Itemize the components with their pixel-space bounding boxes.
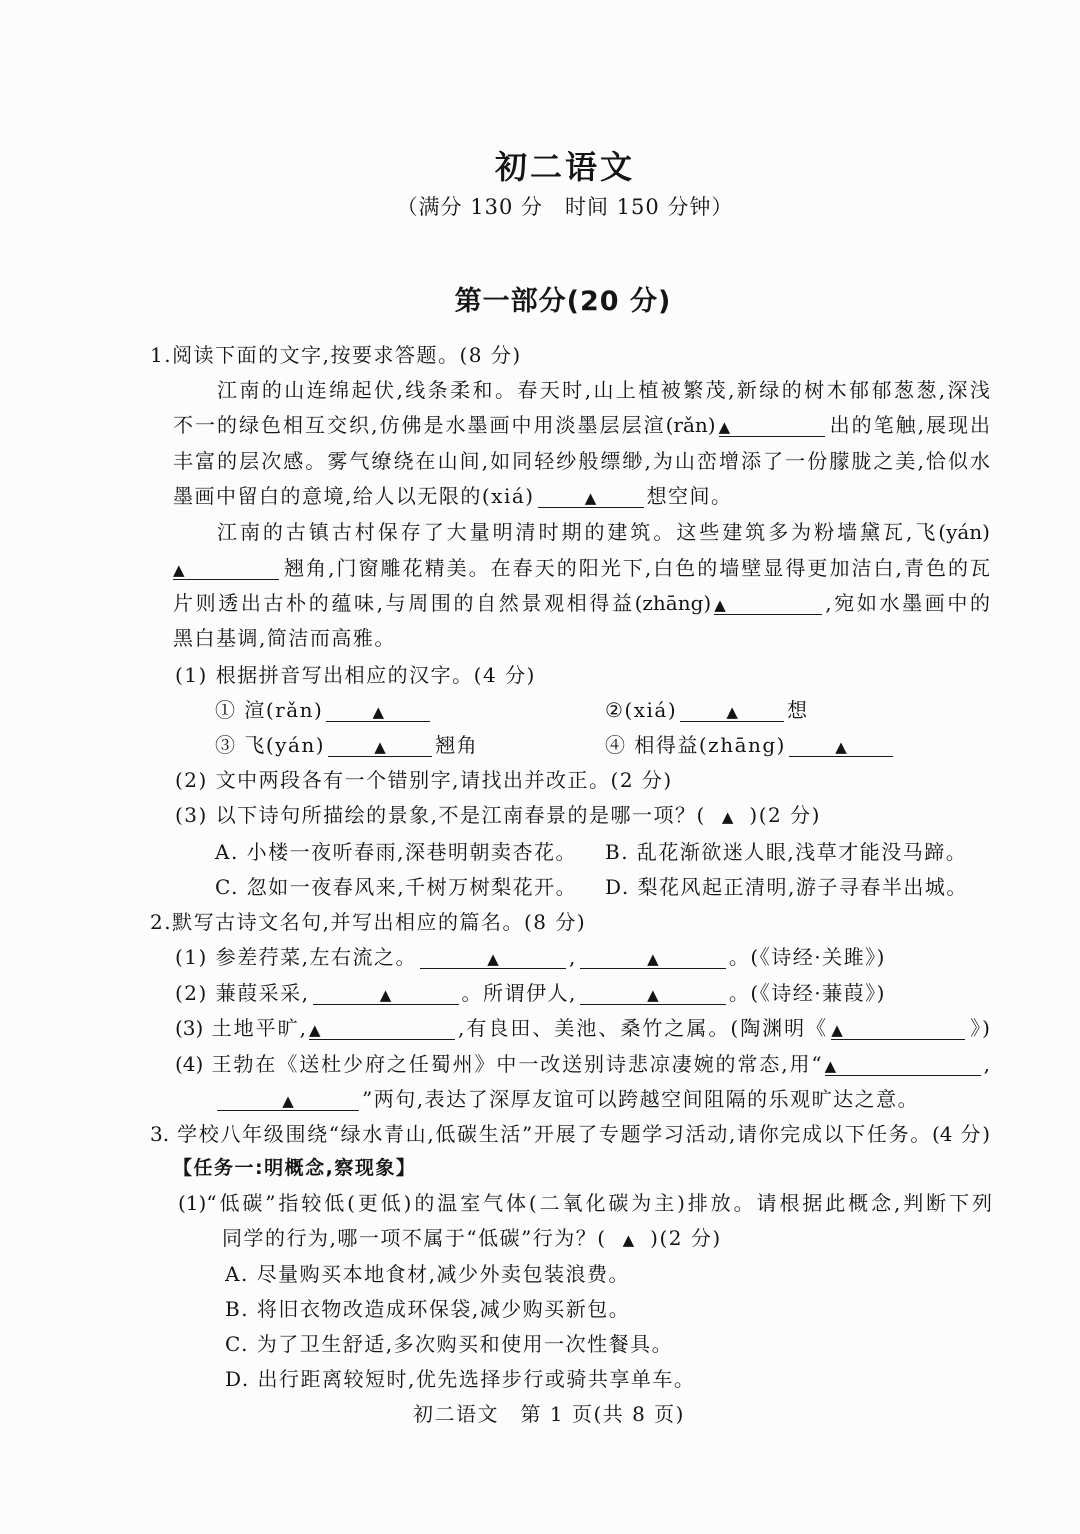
option-c: C. 忽如一夜春风来,千树万树梨花开。: [215, 875, 578, 899]
question-3-stem: 3. 学校八年级围绕“绿水青山,低碳生活”开展了专题学习活动,请你完成以下任务。(4 分): [150, 1122, 990, 1146]
question-2-stem: 2.默写古诗文名句,并写出相应的篇名。(8 分): [150, 910, 587, 934]
passage-text: 翘角,门窗雕花精美。在春天的阳光下,白色的墙壁显得更加洁白,青色的瓦: [282, 556, 990, 580]
item-text: (3) 土地平旷,: [175, 1016, 307, 1040]
answer-blank: ▲: [825, 1057, 981, 1076]
q3-sub1-prompt: (1)“低碳”指较低(更低)的温室气体(二氧化碳为主)排放。请根据此概念,判断下列: [178, 1191, 992, 1215]
passage-line-4: [173, 482, 733, 510]
q1-sub1-item-3: [215, 731, 478, 759]
q1-sub2-prompt: (2) 文中两段各有一个错别字,请找出并改正。(2 分): [175, 768, 673, 792]
item-text: ③ 飞(yán): [215, 733, 326, 757]
answer-blank: ▲: [313, 986, 459, 1005]
item-text: 翘角: [435, 733, 479, 757]
answer-blank: ▲: [173, 561, 279, 580]
q1-sub3-prompt: [175, 801, 821, 829]
answer-slot: ▲: [622, 1231, 635, 1249]
item-text: ②(xiá): [605, 698, 678, 722]
answer-blank: ▲: [538, 489, 644, 508]
item-text: ④ 相得益(zhāng): [605, 733, 786, 757]
q2-sub4: [175, 1050, 990, 1078]
answer-blank: ▲: [831, 1021, 965, 1040]
answer-blank: ▲: [580, 950, 726, 969]
answer-blank: ▲: [328, 738, 432, 757]
passage-line-5: 江南的古镇古村保存了大量明清时期的建筑。这些建筑多为粉墙黛瓦,飞(yán): [217, 520, 990, 544]
prompt-text: )(2 分): [749, 803, 821, 827]
answer-blank: ▲: [789, 738, 893, 757]
item-text: ”两句,表达了深厚友谊可以跨越空间阻隔的乐观旷达之意。: [362, 1087, 920, 1111]
passage-text: 想空间。: [646, 484, 733, 508]
answer-blank: ▲: [326, 703, 430, 722]
passage-text: 片则透出古朴的蕴味,与周围的自然景观相得益(zhāng): [173, 591, 712, 615]
q1-sub1-item-2: [605, 696, 809, 724]
q1-sub1-prompt: (1) 根据拼音写出相应的汉字。(4 分): [175, 663, 536, 687]
option-b: B. 乱花渐欲迷人眼,浅草才能没马蹄。: [605, 840, 968, 864]
q1-sub1-item-4: [605, 731, 896, 759]
passage-line-8: 黑白基调,简洁而高雅。: [173, 626, 396, 650]
passage-text: 出的笔触,展现出: [827, 413, 991, 437]
item-text: ,有良田、美池、桑竹之属。(陶渊明《: [458, 1016, 829, 1040]
answer-blank: ▲: [309, 1021, 455, 1040]
q2-sub1: [175, 943, 886, 971]
passage-line-7: [173, 589, 990, 617]
passage-line-3: 丰富的层次感。雾气缭绕在山间,如同轻纱般缥缈,为山峦增添了一份朦胧之美,恰似水: [173, 449, 990, 473]
item-text: ,: [569, 945, 577, 969]
item-text: 。(《诗经·蒹葭》): [728, 981, 886, 1005]
option-a: A. 小楼一夜听春雨,深巷明朝卖杏花。: [215, 840, 578, 864]
passage-text: 不一的绿色相互交织,仿佛是水墨画中用淡墨层层渲(rǎn): [173, 413, 716, 437]
prompt-text: )(2 分): [650, 1226, 722, 1250]
q3-sub1-prompt-continued: [222, 1224, 722, 1252]
item-text: 想: [787, 698, 809, 722]
item-text: 。(《诗经·关雎》): [728, 945, 886, 969]
task-1-heading: 【任务一:明概念,察现象】: [173, 1157, 417, 1179]
q1-sub1-item-1: [215, 696, 433, 724]
option-d: D. 出行距离较短时,优先选择步行或骑共享单车。: [225, 1367, 696, 1391]
item-text: (1) 参差荇菜,左右流之。: [175, 945, 418, 969]
item-text: 》): [968, 1016, 990, 1040]
option-b: B. 将旧衣物改造成环保袋,减少购买新包。: [225, 1297, 631, 1321]
score-time-info: （满分 130 分 时间 150 分钟）: [396, 195, 734, 219]
item-text: (2) 蒹葭采采,: [175, 981, 310, 1005]
answer-slot: ▲: [721, 808, 734, 826]
item-text: ,: [983, 1052, 990, 1076]
passage-line-2: [173, 411, 990, 439]
item-text: 。所谓伊人,: [461, 981, 577, 1005]
part-title: 第一部分(20 分): [454, 286, 672, 317]
answer-blank: ▲: [680, 703, 784, 722]
answer-blank: ▲: [420, 950, 566, 969]
item-text: (4) 王勃在《送杜少府之任蜀州》中一改送别诗悲凉凄婉的常态,用“: [175, 1052, 822, 1076]
answer-blank: ▲: [580, 986, 726, 1005]
question-1-stem: 1.阅读下面的文字,按要求答题。(8 分): [150, 343, 522, 367]
item-text: ① 渲(rǎn): [215, 698, 324, 722]
q2-sub4-continued: [217, 1085, 919, 1113]
answer-blank: ▲: [714, 596, 822, 615]
passage-text: ,宛如水墨画中的: [825, 591, 990, 615]
answer-blank: ▲: [719, 418, 825, 437]
q2-sub2: [175, 979, 886, 1007]
answer-blank: ▲: [217, 1092, 359, 1111]
q2-sub3: [175, 1014, 990, 1042]
passage-line-1: 江南的山连绵起伏,线条柔和。春天时,山上植被繁茂,新绿的树木郁郁葱葱,深浅: [217, 378, 990, 402]
option-a: A. 尽量购买本地食材,减少外卖包装浪费。: [225, 1262, 631, 1286]
prompt-text: 同学的行为,哪一项不属于“低碳”行为？(: [222, 1226, 607, 1250]
passage-text: 墨画中留白的意境,给人以无限的(xiá): [173, 484, 535, 508]
page-footer: 初二语文 第 1 页(共 8 页): [413, 1402, 685, 1426]
page-title: 初二语文: [494, 148, 635, 186]
option-d: D. 梨花风起正清明,游子寻春半出城。: [605, 875, 968, 899]
passage-line-6: [173, 554, 990, 582]
option-c: C. 为了卫生舒适,多次购买和使用一次性餐具。: [225, 1332, 674, 1356]
prompt-text: (3) 以下诗句所描绘的景象,不是江南春景的是哪一项？(: [175, 803, 706, 827]
